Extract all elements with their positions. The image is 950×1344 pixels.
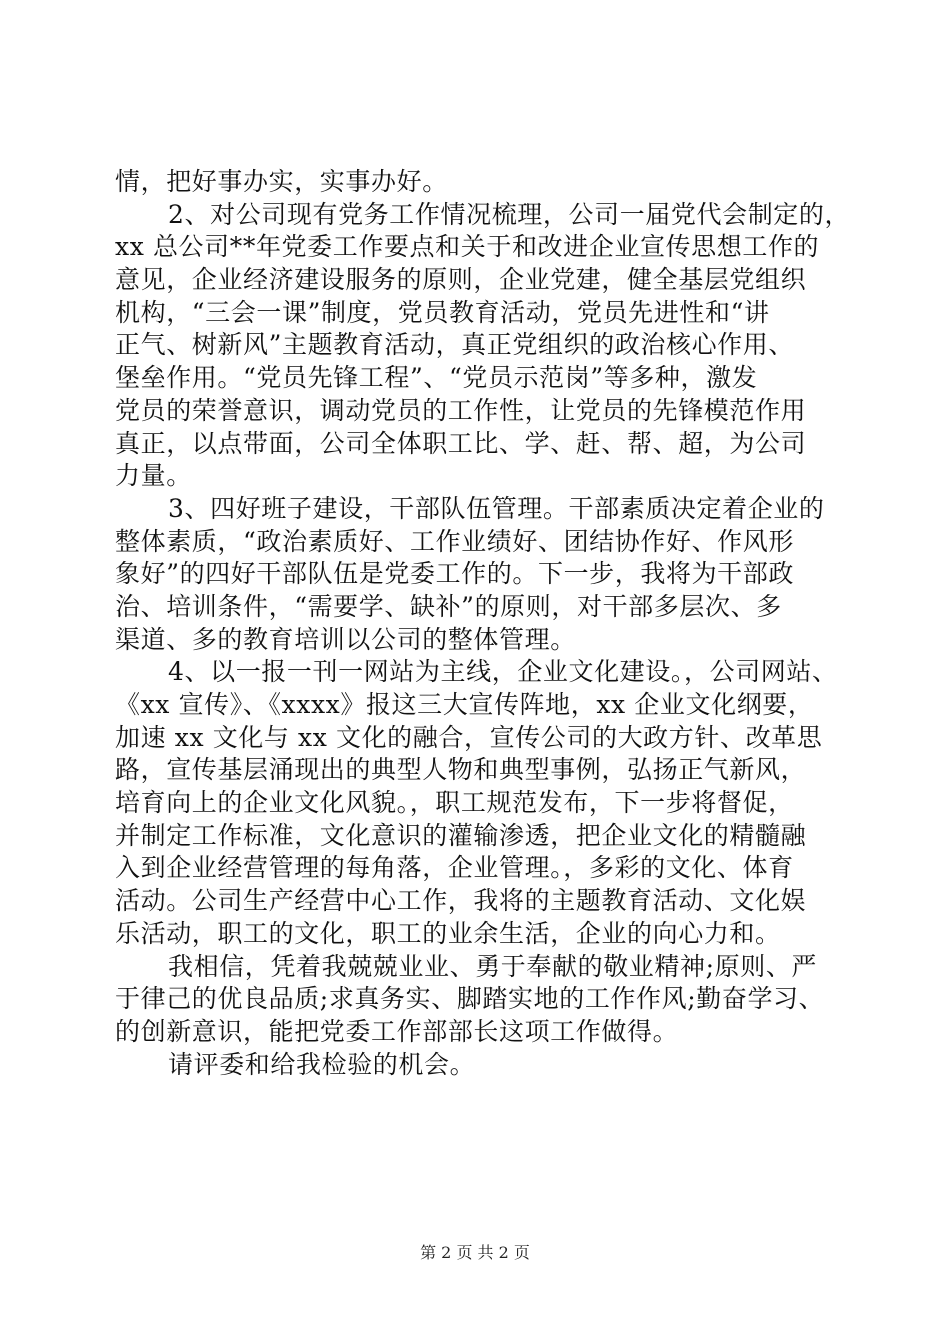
text-line: 乐活动，职工的文化，职工的业余生活，企业的向心力和。 <box>115 918 781 948</box>
text-line: 治、培训条件，“需要学、缺补”的原则，对干部多层次、多 <box>115 591 782 621</box>
text-line: 真正，以点带面，公司全体职工比、学、赶、帮、超，为公司 <box>115 428 807 458</box>
text-line: 党员的荣誉意识，调动党员的工作性，让党员的先锋模范作用 <box>115 395 807 425</box>
text-line: 加速 xx 文化与 xx 文化的融合，宣传公司的大政方针、改革思 <box>115 722 823 752</box>
text-line: 象好”的四好干部队伍是党委工作的。下一步，我将为干部政 <box>115 559 794 589</box>
text-line: 堡垒作用。“党员先锋工程”、“党员示范岗”等多种，激发 <box>115 363 758 393</box>
text-line: 路，宣传基层涌现出的典型人物和典型事例，弘扬正气新风， <box>115 755 807 785</box>
text-line: 情，把好事办实，实事办好。 <box>115 167 448 196</box>
text-line: 活动。公司生产经营中心工作，我将的主题教育活动、文化娱 <box>115 886 807 916</box>
text-line: 并制定工作标准，文化意识的灌输渗透，把企业文化的精髓融 <box>115 820 807 850</box>
text-line: 力量。 <box>115 461 192 491</box>
text-line: 2、对公司现有党务工作情况梳理，公司一届党代会制定的， <box>168 199 851 229</box>
text-line: 3、四好班子建设，干部队伍管理。干部素质决定着企业的 <box>168 493 825 523</box>
text-line: 意见，企业经济建设服务的原则，企业党建，健全基层党组织 <box>115 265 807 295</box>
text-line: 《xx 宣传》、《xxxx》报这三大宣传阵地，xx 企业文化纲要， <box>115 690 814 719</box>
text-line: 正气、树新风”主题教育活动，真正党组织的政治核心作用、 <box>115 330 794 360</box>
document-body <box>115 166 855 1081</box>
text-line: 渠道、多的教育培训以公司的整体管理。 <box>115 624 576 654</box>
text-line: 培育向上的企业文化风貌。，职工规范发布，下一步将督促， <box>115 788 794 818</box>
text-line: 入到企业经营管理的每角落，企业管理。，多彩的文化、体育 <box>115 853 794 883</box>
text-line: 整体素质，“政治素质好、工作业绩好、团结协作好、作风形 <box>115 526 794 556</box>
text-line: xx 总公司**年党委工作要点和关于和改进企业宣传思想工作的 <box>115 232 820 262</box>
text-line: 于律己的优良品质;求真务实、脚踏实地的工作作风;勤奋学习、 <box>115 984 825 1014</box>
text-line: 请评委和给我检验的机会。 <box>168 1049 476 1079</box>
text-line: 的创新意识，能把党委工作部部长这项工作做得。 <box>115 1016 679 1046</box>
text-line: 我相信，凭着我兢兢业业、勇于奉献的敬业精神;原则、严 <box>168 951 818 981</box>
text-line: 机构，“三会一课”制度，党员教育活动，党员先进性和“讲 <box>115 297 770 327</box>
text-line: 4、以一报一刊一网站为主线，企业文化建设。，公司网站、 <box>168 657 838 687</box>
page-footer: 第 2 页 共 2 页 <box>420 1243 530 1262</box>
